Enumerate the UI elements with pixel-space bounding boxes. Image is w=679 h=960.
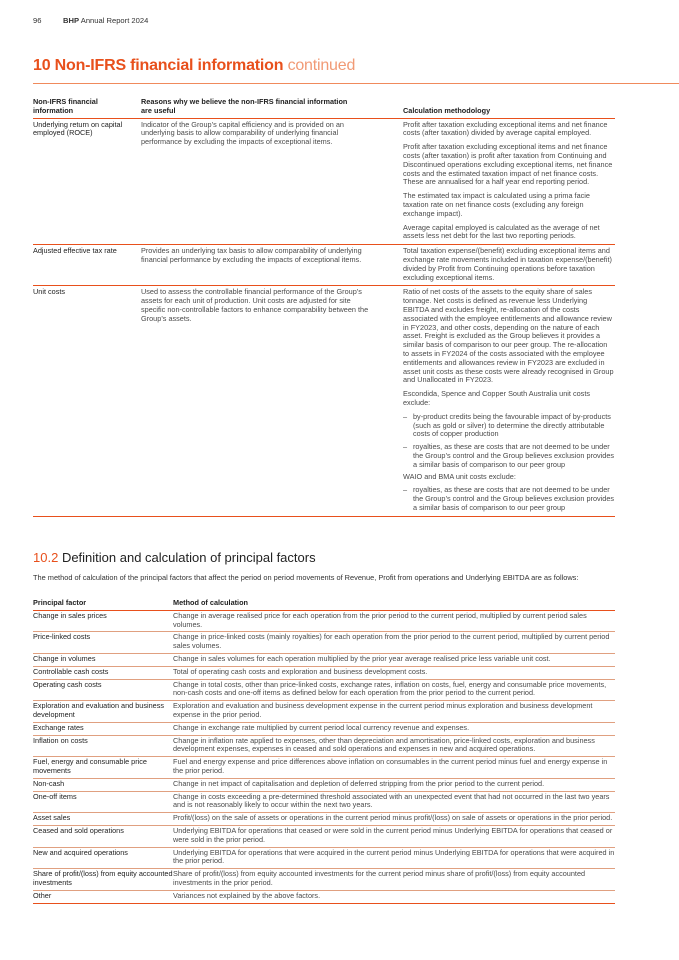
table-row	[33, 735, 615, 757]
factor-name: One-off items	[33, 791, 173, 813]
row-label: Underlying return on capital employed (ROCE)	[33, 118, 141, 245]
factor-name: Non-cash	[33, 778, 173, 791]
table-row	[33, 890, 615, 903]
table-header-row	[33, 98, 615, 118]
factor-name: Price-linked costs	[33, 632, 173, 654]
factor-method: Variances not explained by the above factors.	[173, 890, 615, 903]
subsection-title: Definition and calculation of principal factors	[61, 550, 316, 565]
methodology-paragraph: Profit after taxation excluding exceptional items and net finance costs (after taxation) divided by average capital employed.	[403, 119, 608, 138]
factor-name: Inflation on costs	[33, 735, 173, 757]
section-title-text: 10 Non-IFRS financial information	[33, 57, 284, 74]
bullet-item: – royalties, as these are costs that are not deemed to be under the Group’s control and the Group believes exclusion provides a similar basis of comparison to our peer group	[403, 443, 615, 469]
methodology-paragraph: Profit after taxation excluding exceptional items and net finance costs (after taxation) is profit after taxation from Continuing and Discontinued operations excluding exceptional items, net finance costs and the estimated taxation impact of net finance costs. These are annualised for a half year end reporting period.	[403, 142, 613, 187]
methodology-paragraph: Total taxation expense/(benefit) excluding exceptional items and exchange rate movements included in taxation expense/(benefit) divided by Profit from Continuing operations before taxation excluding exceptional items.	[403, 246, 612, 282]
factor-method: Change in sales volumes for each operation multiplied by the prior year average realised price less variable unit cost.	[173, 653, 615, 666]
row-methodology	[403, 245, 615, 286]
principal-factors-table	[33, 599, 615, 904]
factor-name: Share of profit/(loss) from equity accounted investments	[33, 869, 173, 891]
factor-method: Change in inflation rate applied to expenses, other than depreciation and amortisation, price-linked costs, exploration and business development expenses, expenses in ceased and sold operations and expenses in new and acquired operations.	[173, 735, 615, 757]
column-header: Principal factor	[33, 599, 173, 610]
factor-method: Change in average realised price for each operation from the prior period to the current period, multiplied by current period sales volumes.	[173, 610, 615, 632]
factor-name: Exploration and evaluation and business development	[33, 701, 173, 723]
methodology-paragraph: WAIO and BMA unit costs exclude:	[403, 472, 516, 482]
table-row	[33, 666, 615, 679]
factor-method: Underlying EBITDA for operations that were acquired in the current period minus Underlying EBITDA for operations that were acquired in the prior period.	[173, 847, 615, 869]
table-row	[33, 791, 615, 813]
factor-method: Change in price-linked costs (mainly royalties) for each operation from the prior period to the current period, multiplied by current period sales volumes.	[173, 632, 615, 654]
subsection-number: 10.2	[33, 550, 59, 565]
column-header: Non-IFRS financial information	[33, 98, 141, 118]
factor-method: Change in exchange rate multiplied by current period local currency revenue and expenses.	[173, 722, 615, 735]
company-name: BHP	[63, 16, 80, 25]
methodology-paragraph: Ratio of net costs of the assets to the equity share of sales tonnage. Net costs is defined as revenue less Underlying EBITDA and excludes freight, re-allocation of the costs associated with the employee entitlements and allowance review in FY2023, and other costs, depending on the nature of each asset. Freight is excluded as the Group believes it provides a similar basis of comparison to our peer group. The re-allocation to assets in FY2024 of the costs associated with the employee entitlements and allowances review in FY2023 are excluded in asset unit costs as these costs were already recognised in Group and Unallocated in FY2023.	[403, 287, 614, 385]
row-label: Unit costs	[33, 286, 141, 516]
factor-method: Change in costs exceeding a pre-determined threshold associated with an unexpected event that had not occurred in the last two years and is not reasonably likely to occur within the next two years.	[173, 791, 615, 813]
factor-method: Change in net impact of capitalisation and depletion of deferred stripping from the prior period to the current period.	[173, 778, 615, 791]
intro-paragraph: The method of calculation of the principal factors that affect the period on period movements of Revenue, Profit from operations and Underlying EBITDA are as follows:	[33, 573, 579, 582]
factor-name: Fuel, energy and consumable price movements	[33, 757, 173, 779]
factor-name: Operating cash costs	[33, 679, 173, 701]
row-reason: Indicator of the Group’s capital efficiency and is provided on an underlying basis to allow comparability of underlying financial performance by excluding the impacts of exceptional items.	[141, 118, 403, 245]
factor-method: Exploration and evaluation and business development expense in the current period minus exploration and business development expense in the prior period.	[173, 701, 615, 723]
factor-name: Change in volumes	[33, 653, 173, 666]
table-row	[33, 869, 615, 891]
page-number: 96	[33, 16, 42, 25]
page-header	[33, 16, 148, 25]
table-row	[33, 679, 615, 701]
table-row	[33, 610, 615, 632]
table-row	[33, 632, 615, 654]
factor-name: Asset sales	[33, 813, 173, 826]
section-title-suffix: continued	[287, 57, 356, 74]
row-reason: Used to assess the controllable financial performance of the Group’s assets for each unit of production. Unit costs are adjusted for site specific non-controllable factors to enhance comparability between the Group’s assets.	[141, 286, 403, 516]
factor-method: Fuel and energy expense and price differences above inflation on consumables in the current period minus fuel and energy expense in the prior period.	[173, 757, 615, 779]
table-row	[33, 825, 615, 847]
factor-method: Total of operating cash costs and exploration and business development costs.	[173, 666, 615, 679]
factor-name: Other	[33, 890, 173, 903]
table-row	[33, 653, 615, 666]
table-row	[33, 118, 615, 245]
factor-method: Change in total costs, other than price-linked costs, exchange rates, inflation on costs, fuel, energy and consumable price movements, non-cash costs and one-off items as defined below for each operation from the prior period to the current period.	[173, 679, 615, 701]
bullet-item: – royalties, as these are costs that are not deemed to be under the Group’s control and the Group believes exclusion provides a similar basis of comparison to our peer group	[403, 486, 615, 512]
table-row	[33, 847, 615, 869]
row-methodology	[403, 286, 615, 516]
factor-name: Controllable cash costs	[33, 666, 173, 679]
bullet-item: – by-product credits being the favourable impact of by-products (such as gold or silver) to determine the directly attributable costs of copper production	[403, 413, 615, 439]
subsection-heading	[33, 550, 316, 565]
methodology-paragraph: Escondida, Spence and Copper South Australia unit costs exclude:	[403, 389, 591, 407]
factor-method: Profit/(loss) on the sale of assets or operations in the current period minus profit/(loss) on sale of assets or operations in the prior period.	[173, 813, 615, 826]
methodology-paragraph: The estimated tax impact is calculated using a prima facie taxation rate on net finance costs (excluding any foreign exchange impact).	[403, 191, 590, 218]
table-row	[33, 778, 615, 791]
column-header: Reasons why we believe the non-IFRS financial information are useful	[141, 98, 403, 118]
factor-name: Change in sales prices	[33, 610, 173, 632]
row-reason: Provides an underlying tax basis to allow comparability of underlying financial performance by excluding the impacts of exceptional items.	[141, 245, 403, 286]
table-row	[33, 813, 615, 826]
factor-name: Ceased and sold operations	[33, 825, 173, 847]
table-row	[33, 286, 615, 516]
factor-name: Exchange rates	[33, 722, 173, 735]
column-header: Calculation methodology	[403, 98, 615, 118]
column-header: Method of calculation	[173, 599, 615, 610]
row-label: Adjusted effective tax rate	[33, 245, 141, 286]
title-divider	[33, 83, 679, 84]
factor-method: Share of profit/(loss) from equity accounted investments for the current period minus share of profit/(loss) from equity accounted investments in the prior period.	[173, 869, 615, 891]
table-row	[33, 722, 615, 735]
factor-method: Underlying EBITDA for operations that ceased or were sold in the current period minus Underlying EBITDA for operations that ceased or were sold in the prior period.	[173, 825, 615, 847]
section-title	[33, 57, 355, 75]
factor-name: New and acquired operations	[33, 847, 173, 869]
methodology-paragraph: Average capital employed is calculated as the average of net assets less net debt for the last two reporting periods.	[403, 222, 600, 241]
table-row	[33, 701, 615, 723]
non-ifrs-table	[33, 98, 615, 517]
row-methodology	[403, 118, 615, 245]
report-name: Annual Report 2024	[80, 16, 149, 25]
table-row	[33, 245, 615, 286]
table-header-row	[33, 599, 615, 610]
table-row	[33, 757, 615, 779]
